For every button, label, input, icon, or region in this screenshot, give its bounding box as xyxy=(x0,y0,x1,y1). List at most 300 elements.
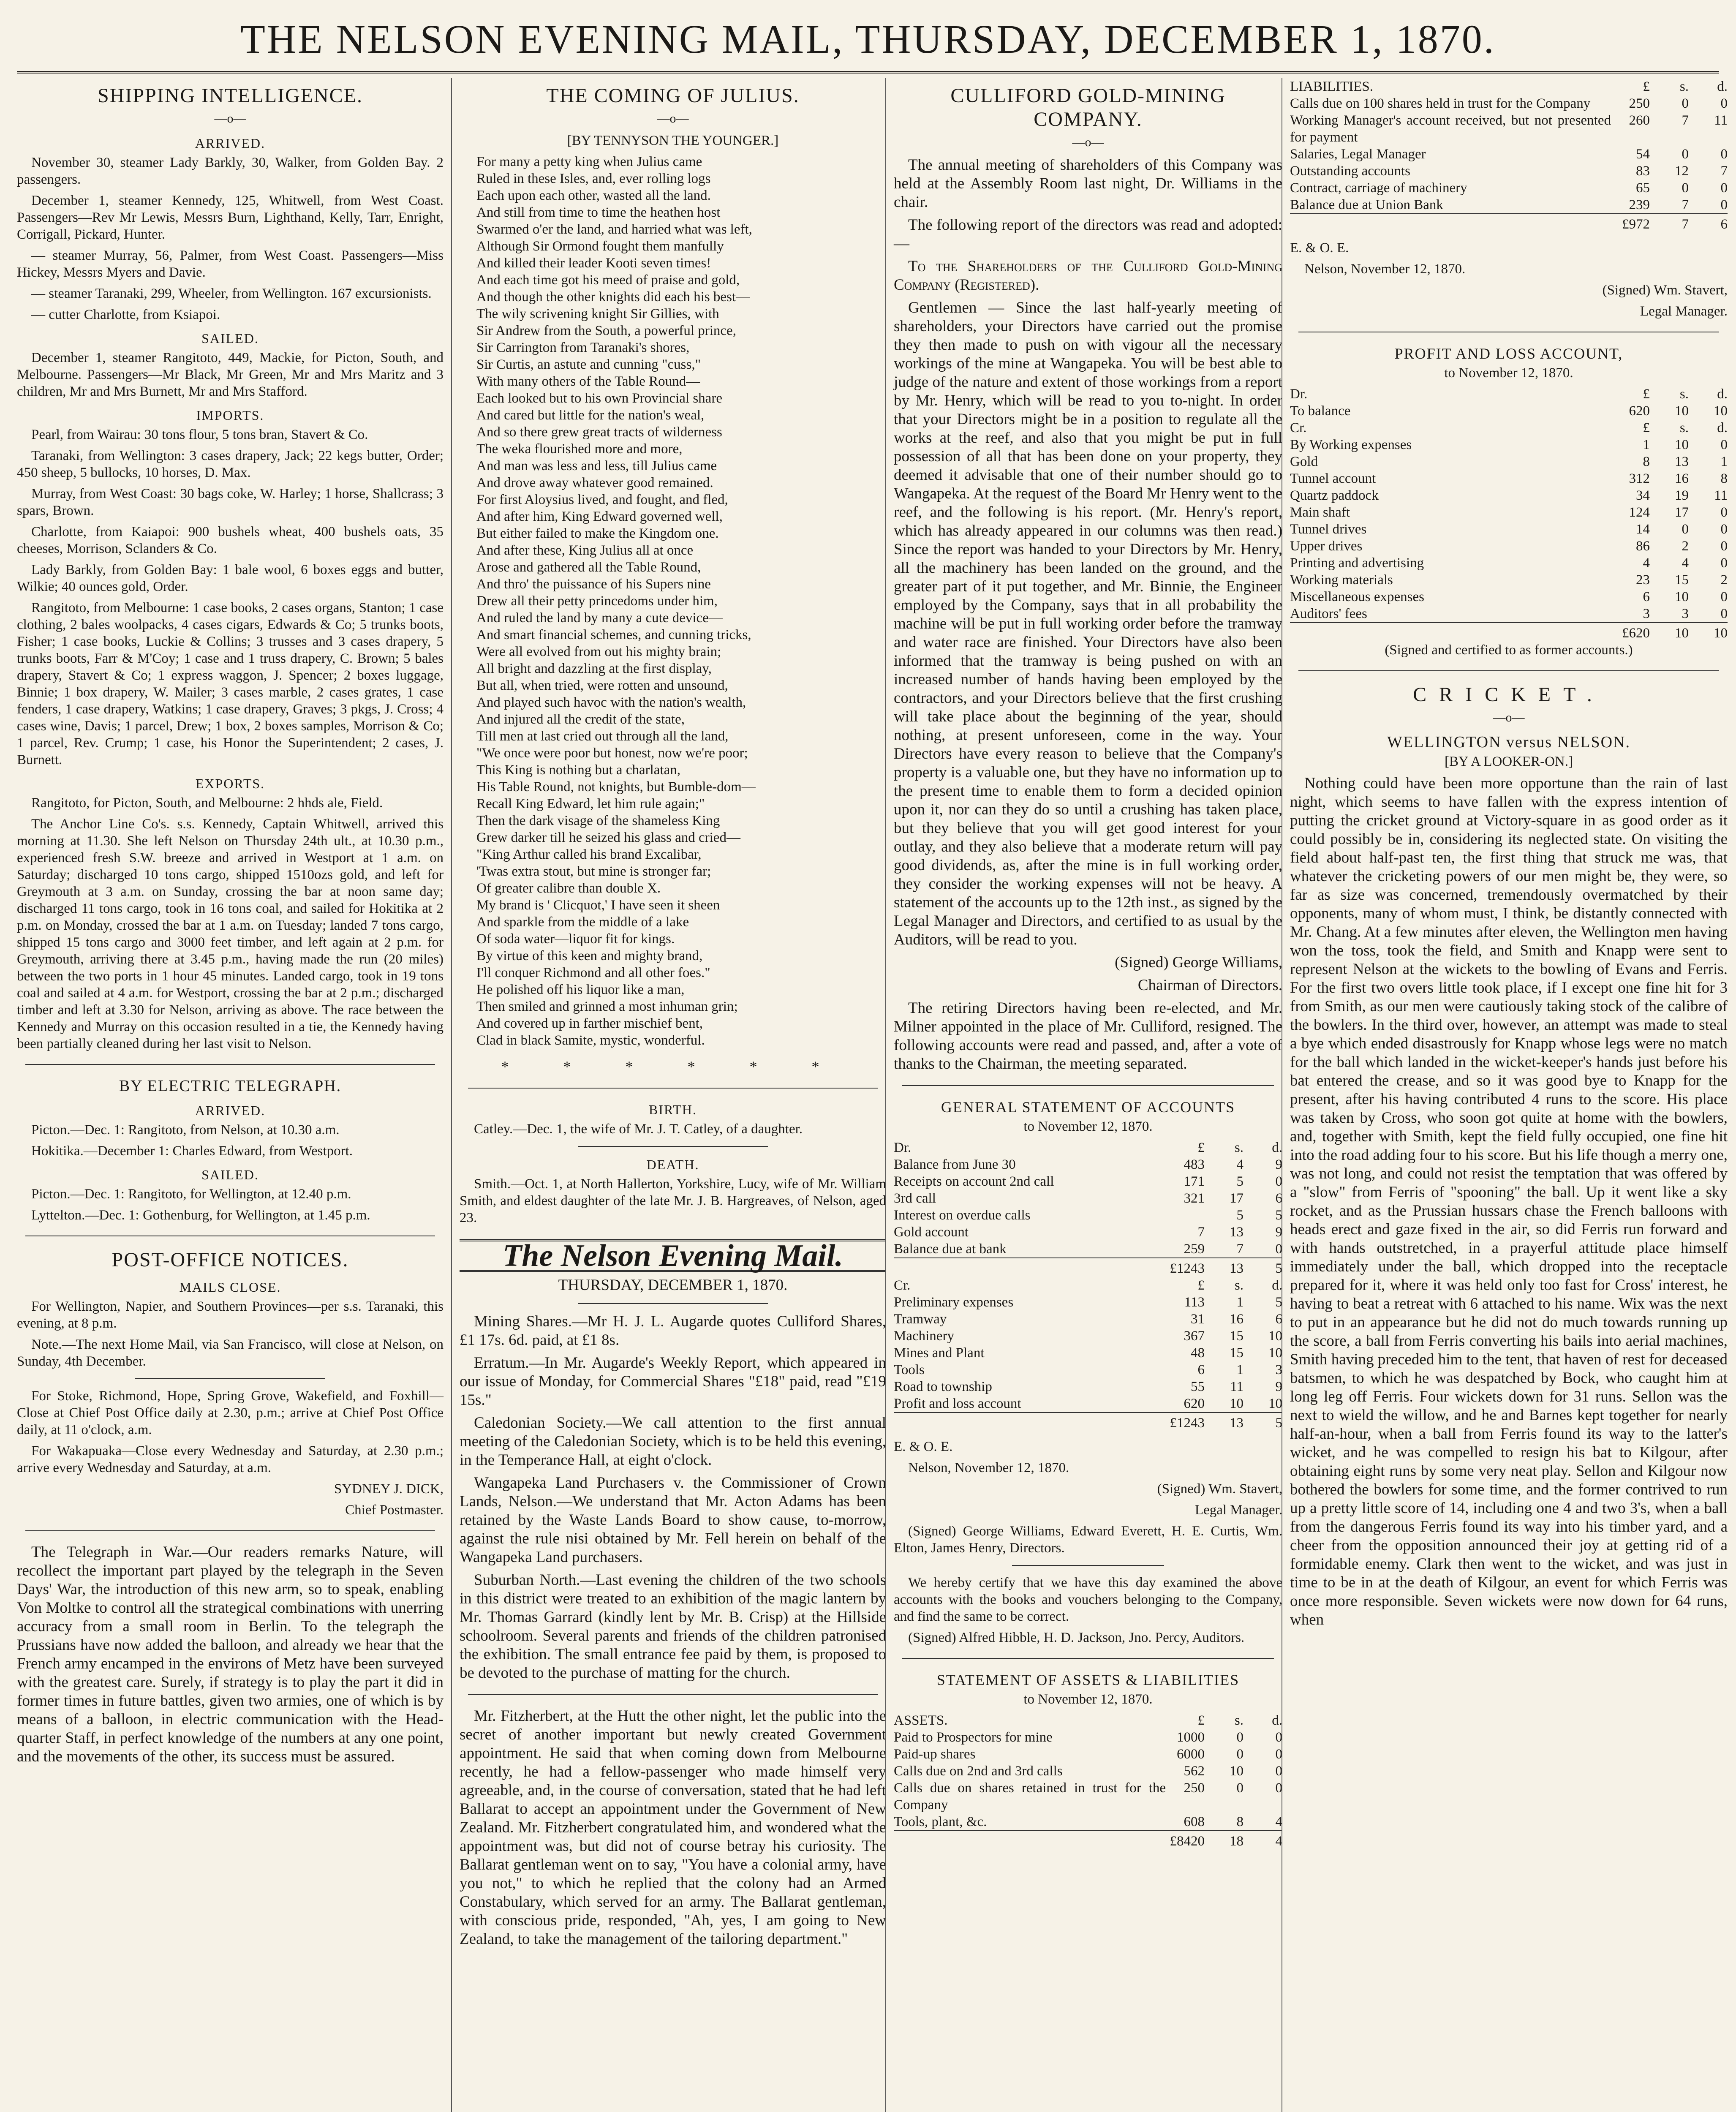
telegraph-arrived-item: Picton.—Dec. 1: Rangitoto, from Nelson, at 10.30 a.m. xyxy=(31,1122,340,1138)
account-row xyxy=(894,1207,1282,1224)
death-heading: DEATH. xyxy=(646,1157,699,1172)
account-label: Paid-up shares xyxy=(894,1747,976,1762)
manager-title: Legal Manager. xyxy=(1195,1502,1282,1518)
account-amount: 3 xyxy=(1275,1362,1282,1377)
account-amount: 10 xyxy=(1230,1396,1243,1411)
account-header-row xyxy=(894,1712,1282,1729)
ornament: —o— xyxy=(657,112,689,125)
account-amount: £620 xyxy=(1611,623,1650,642)
account-amount: 5 xyxy=(1243,1413,1282,1432)
poem-line: But all, when tried, were rotten and unsound, xyxy=(476,678,728,693)
cricket-report: Nothing could have been more opportune than the rain of last night, which seems to have fallen with the express intention of putting the cricket ground at Victory-square in as good order as it could possibly be in, considering its neglected state. On visiting the field about half-past ten, the first thing that struck me was, that whatever the cricketing powers of our men might be, they were, so far as size was concerned, tremendously overmatched by their opponents, many of whom must, I think, be distantly connected with Mr. Chang. At a few minutes after eleven, the Wellington men having won the toss, took the field, and Smith and Knapp were sent to represent Nelson at the wickets to the bowling of Evans and Ferris. For the first two overs little took place, if I except one fine hit for 3 from Smith, as our men were cautiously taking stock of the calibre of the bowlers. In the third over, however, an attempt was made to steal a bye which ended disastrously for Knapp whose legs were no match for the ball which landed in the wicket-keeper's hands just before his bat entered the crease, and so it was good bye to Knapp for the present, after his having contributed 4 runs to the score. His place was taken by Cross, who soon got quite at home with the bowlers, and, together with Smith, kept the field fully occupied, one fine hit into the road adding four to his score. But his life though a merry one, was not long, and could not resist the temptation that was offered by a "slow" from Ferris of "spooning" the ball. Up it went like a sky rocket, and as the Prussian hussars chase the French balloons with heads erect and gaze fixed in the air, so did Ferris run forward and with hands outstretched, in a prayerful attitude place himself immediately under the ball, which dropped into the receptacle prepared for it, where it was held only too fast for Cross' interest, he having to beat a retreat with 6 attached to his name. Wix was the next to put in an appearance but he did not do much towards running up the score, a ball from Ferris converting his bails into aerial machines, Smith having preceded him to the tent, that haven of rest for deceased batsmen, to which he was despatched by Bock, who caught him at long leg off Ferris. Four wickets down for 31 runs. Sellon was the next to wield the willow, and he and Barnes kept together for nearly half-an-hour, when a ball from Ferris found its way to the latter's wicket, and he was compelled to resign his bat to Kilgour, after obtaining eight runs by some very neat play. Sellon and Kilgour now bothered the bowlers for some time, and the former contrived to run up a pretty little score of 14, including one 4 and two 3's, when a ball from the dangerous Ferris found its way into his timber yard, and a cheer from the opposition announced their joy at getting rid of a formidable enemy. Clark then went to the wicket, and was just in time to be in at the death of Kilgour, an event for which Ferris was once more responsible. Seven wickets were now down for 64 runs, when xyxy=(1290,775,1728,1628)
account-column-header: s. xyxy=(1234,1278,1243,1293)
account-label: Balance due at Union Bank xyxy=(1290,197,1443,212)
account-label: Tunnel drives xyxy=(1290,522,1367,537)
account-header-row xyxy=(1290,419,1728,436)
account-amount: 9 xyxy=(1275,1225,1282,1240)
account-label: Calls due on shares retained in trust for the Company xyxy=(894,1780,1166,1813)
account-column-header: £ xyxy=(1643,79,1650,94)
account-amount: 312 xyxy=(1629,471,1650,486)
account-label: Paid to Prospectors for mine xyxy=(894,1730,1053,1745)
account-row xyxy=(1290,538,1728,555)
editorial-item: Suburban North.—Last evening the children of the two schools in this district were treated to an exhibition of the magic lantern by Mr. Thomas Garrard (kindly lent by Mr. B. Crisp) at the Hillside schoolroom. Several parents and friends of the children patronised the exhibition. The small entrance fee paid by them, is proposed to be devoted to the purchase of matting for the church. xyxy=(460,1571,886,1682)
account-amount: 17 xyxy=(1675,505,1689,520)
arrived-item: November 30, steamer Lady Barkly, 30, Walker, from Golden Bay. 2 passengers. xyxy=(17,155,444,187)
account-amount: 6 xyxy=(1275,1191,1282,1206)
account-section-label: Cr. xyxy=(1290,420,1307,435)
account-amount: 6 xyxy=(1643,589,1650,604)
account-amount: 65 xyxy=(1636,180,1650,196)
poem-line: My brand is ' Clicquot,' I have seen it sheen xyxy=(476,898,720,913)
account-amount: 0 xyxy=(1720,197,1728,212)
arrived-list xyxy=(17,154,444,323)
account-amount: 250 xyxy=(1184,1780,1205,1796)
poem-line: The wily scrivening knight Sir Gillies, with xyxy=(476,306,719,321)
account-row xyxy=(894,1361,1282,1378)
account-amount: 0 xyxy=(1236,1747,1243,1762)
account-column-header: d. xyxy=(1717,420,1728,435)
account-amount: 1 xyxy=(1236,1362,1243,1377)
account-amount: 18 xyxy=(1205,1831,1243,1850)
account-column-header: s. xyxy=(1679,420,1689,435)
account-amount: 0 xyxy=(1720,606,1728,621)
poem-line: Clad in black Samite, mystic, wonderful. xyxy=(476,1033,705,1048)
account-label: Profit and loss account xyxy=(894,1396,1021,1411)
account-amount: 483 xyxy=(1184,1157,1205,1172)
place-date: Nelson, November 12, 1870. xyxy=(1304,261,1466,277)
import-item: Murray, from West Coast: 30 bags coke, W. Harley; 1 horse, Shallcrass; 3 spars, Brown. xyxy=(17,486,444,518)
directors-signature: (Signed) George Williams, Edward Everett, H. E. Curtis, Wm. Elton, James Henry, Directors. xyxy=(894,1524,1282,1556)
account-label: By Working expenses xyxy=(1290,437,1412,452)
account-amount: 14 xyxy=(1636,522,1650,537)
poem-line: Sir Carrington from Taranaki's shores, xyxy=(476,340,690,355)
account-amount: 0 xyxy=(1720,505,1728,520)
account-amount: 0 xyxy=(1720,539,1728,554)
account-label: Interest on overdue calls xyxy=(894,1208,1031,1223)
poem-line: With many others of the Table Round— xyxy=(476,374,700,389)
account-row xyxy=(894,1328,1282,1344)
editorial-item: Wangapeka Land Purchasers v. the Commissioner of Crown Lands, Nelson.—We understand that Mr. Acton Adams has been retained by the Waste Lands Board to show cause, to-morrow, against the rule nisi obtained by Mr. Fell herein on behalf of the Wangapeka Land purchasers. xyxy=(460,1474,886,1566)
account-row xyxy=(1290,146,1728,163)
poem-line: Sir Andrew from the South, a powerful prince, xyxy=(476,323,736,338)
account-header-row xyxy=(1290,386,1728,403)
account-label: To balance xyxy=(1290,403,1351,419)
arrived-label: ARRIVED. xyxy=(195,136,266,151)
account-row xyxy=(894,1780,1282,1813)
account-row xyxy=(894,1378,1282,1395)
account-column-header: d. xyxy=(1717,79,1728,94)
poem-line: For many a petty king when Julius came xyxy=(476,154,702,169)
poem-line: And cared but little for the nation's weal, xyxy=(476,408,705,423)
account-column-header: s. xyxy=(1679,386,1689,402)
account-amount: 1 xyxy=(1643,437,1650,452)
account-total-row xyxy=(1290,623,1728,642)
postmaster-signature: SYDNEY J. DICK, xyxy=(334,1481,444,1497)
account-amount: 31 xyxy=(1191,1312,1205,1327)
account-row xyxy=(894,1156,1282,1173)
poem-line: And man was less and less, till Julius came xyxy=(476,458,717,474)
poem-heading: THE COMING OF JULIUS. xyxy=(546,84,800,107)
account-column-header: d. xyxy=(1272,1140,1282,1155)
divider xyxy=(902,1658,1274,1659)
poem-line: He polished off his liquor like a man, xyxy=(476,982,685,997)
account-column-header: s. xyxy=(1234,1713,1243,1728)
account-amount: 7 xyxy=(1720,163,1728,179)
mail-notice: For Wakapuaka—Close every Wednesday and Saturday, at 2.30 p.m.; arrive every Wednesday and Saturday, at a.m. xyxy=(17,1443,444,1475)
divider xyxy=(578,1146,768,1147)
post-office-heading: POST-OFFICE NOTICES. xyxy=(112,1249,349,1271)
account-amount: 7 xyxy=(1650,214,1689,233)
account-row xyxy=(1290,163,1728,180)
account-amount: 10 xyxy=(1675,589,1689,604)
account-amount: 0 xyxy=(1720,147,1728,162)
poem-line: "We once were poor but honest, now we're poor; xyxy=(476,746,748,761)
import-item: Rangitoto, from Melbourne: 1 case books, 2 cases organs, Stanton; 1 case clothing, 2 bales woolpacks, 4 cases cigars, Edwards & Co; 5 trunks boots, Fisher; 1 case books, Luckie & Collins; 3 trusses and 3 cases drapery, 5 trunks boots, Farr & M'Coy; 1 case and 1 truss drapery, C. Brown; 5 bales drapery, Stavert & Co; 1 express waggon, J. Spencer; 2 boxes luggage, Binnie; 1 box drapery, W. Mailer; 3 cases marble, 2 cases grates, 1 case fenders, 1 case drapery, Watkins; 1 case drapery, Graves; 3 pkgs, J. Cross; 4 cases wine, Davis; 1 parcel, Drew; 1 box, 2 boxes samples, Morrison & Co; 1 parcel, Rev. Crump; 1 case, his Honor the Superintendent; 2 cases, J. Burnett. xyxy=(17,600,444,768)
profit-loss-table xyxy=(1290,386,1728,642)
account-row xyxy=(894,1395,1282,1413)
account-row xyxy=(894,1294,1282,1311)
account-label: Calls due on 100 shares held in trust for the Company xyxy=(1290,96,1591,111)
account-amount: 0 xyxy=(1275,1174,1282,1189)
account-column-header: d. xyxy=(1272,1713,1282,1728)
cricket-byline: [BY A LOOKER-ON.] xyxy=(1444,754,1573,769)
account-row xyxy=(1290,403,1728,419)
account-amount: 0 xyxy=(1275,1780,1282,1796)
account-amount xyxy=(1166,1207,1205,1224)
account-label xyxy=(894,1258,1166,1277)
sailed-label: SAILED. xyxy=(201,331,259,346)
account-label: Miscellaneous expenses xyxy=(1290,589,1424,604)
account-amount: 2 xyxy=(1720,572,1728,588)
account-amount: 3 xyxy=(1682,606,1689,621)
fitzherbert-article: Mr. Fitzherbert, at the Hutt the other night, let the public into the secret of another important but newly created Government appointment. He said that when coming down from Melbourne recently, he had a fellow-passenger who made himself very agreeable, and, in the course of conversation, stated that he had left Ballarat to accept an appointment under the Government of New Zealand. Mr. Fitzherbert congratulated him, and wondered what the appointment was, but did not of course betray his curiosity. The Ballarat gentleman went on to say, "You have a colonial army, have you not," to which he replied that the colony had an Armed Constabulary, which served for an army. The Ballarat gentleman, with conscious pride, responded, "Ah, yes, I am going to New Zealand, to take the management of the tailoring department." xyxy=(460,1707,886,1948)
arrived-item: — steamer Murray, 56, Palmer, from West Coast. Passengers—Miss Hickey, Messrs Myers and Davie. xyxy=(17,248,444,280)
editorial-item: Caledonian Society.—We call attention to the first annual meeting of the Caledonian Society, which is to be held this evening, in the Temperance Hall, at eight o'clock. xyxy=(460,1414,886,1469)
account-amount: 0 xyxy=(1682,96,1689,111)
assets-heading: STATEMENT OF ASSETS & LIABILITIES xyxy=(936,1671,1240,1688)
poem-line: And after him, King Edward governed well, xyxy=(476,509,723,524)
cricket-heading: CRICKET. xyxy=(1413,683,1605,706)
sailed-item: December 1, steamer Rangitoto, 449, Mackie, for Picton, South, and Melbourne. Passengers—Mr Black, Mr Green, Mr and Mrs Maritz and 3 children, Mr and Mrs Burnett, Mr and Mrs Stafford. xyxy=(17,350,444,399)
general-statement-table xyxy=(894,1139,1282,1432)
poem-line: "King Arthur called his brand Excalibar, xyxy=(476,847,702,862)
account-amount: 16 xyxy=(1230,1312,1243,1327)
account-amount: 17 xyxy=(1230,1191,1243,1206)
account-column-header: d. xyxy=(1272,1278,1282,1293)
account-amount: 6 xyxy=(1275,1312,1282,1327)
telegraph-arrived-item: Hokitika.—December 1: Charles Edward, from Westport. xyxy=(31,1143,353,1159)
poem-line: This King is nothing but a charlatan, xyxy=(476,762,680,778)
account-amount: 1 xyxy=(1720,454,1728,469)
account-amount: 1000 xyxy=(1177,1730,1205,1745)
eoe: E. & O. E. xyxy=(894,1439,953,1454)
account-amount: 250 xyxy=(1629,96,1650,111)
account-row xyxy=(1290,453,1728,470)
editorial-date: THURSDAY, DECEMBER 1, 1870. xyxy=(558,1276,788,1294)
account-amount: 10 xyxy=(1268,1396,1282,1411)
account-amount: 83 xyxy=(1636,163,1650,179)
culliford-intro: The following report of the directors was read and adopted:— xyxy=(894,216,1282,252)
mail-notice: For Stoke, Richmond, Hope, Spring Grove, Wakefield, and Foxhill—Close at Chief Post Office daily at 2.30, p.m.; arrive at Chief Post Office daily, at 11 o'clock, a.m. xyxy=(17,1388,444,1437)
account-amount: 7 xyxy=(1197,1225,1205,1240)
culliford-address: To the Shareholders of the Culliford Gold-Mining Company (Registered). xyxy=(894,258,1282,294)
anchor-line-report: The Anchor Line Co's. s.s. Kennedy, Captain Whitwell, arrived this morning at 11.30. She left Nelson on Thursday 24th ult., at 10.30 p.m., experienced fresh S.W. breeze and arrived in Westport at 1 a.m. on Saturday; discharged 10 tons cargo, shipped 1510ozs gold, and left for Greymouth at 3 a.m. on Sunday, crossing the bar at noon same day; discharged 11 tons cargo, took in 16 tons coal, and sailed for Hokitika at 2 p.m. on Monday, crossed the bar at 1 a.m. on Tuesday; landed 7 tons cargo, shipped 15 tons cargo and 3000 feet timber, and left again at 2 p.m. for Greymouth, arriving there at 3.45 p.m., having made the run (20 miles) between the two ports in 1 hour 45 minutes. Landed cargo, took in 19 tons coal and sailed at 4 a.m. for Westport, crossing the bar at 2 p.m.; discharged timber and left at 3.30 for Nelson, arriving as above. The race between the Kennedy and Murray on this occasion resulted in a tie, the Kennedy having been partially cleaned during her last visit to Nelson. xyxy=(17,816,444,1051)
account-row xyxy=(1290,487,1728,504)
telegraph-arrived-label: ARRIVED. xyxy=(195,1103,266,1118)
poem-line: And played such havoc with the nation's wealth, xyxy=(476,695,746,710)
chairman-title: Chairman of Directors. xyxy=(1137,977,1282,994)
account-amount: 11 xyxy=(1230,1379,1243,1394)
account-amount: 10 xyxy=(1675,437,1689,452)
import-item: Charlotte, from Kaiapoi: 900 bushels wheat, 400 bushels oats, 35 cheeses, Morrison, Sclanders & Co. xyxy=(17,524,444,556)
account-amount: 9 xyxy=(1275,1379,1282,1394)
postmaster-title: Chief Postmaster. xyxy=(345,1502,444,1518)
account-label: Mines and Plant xyxy=(894,1345,985,1361)
divider xyxy=(25,1064,435,1065)
account-amount: 608 xyxy=(1184,1814,1205,1829)
account-row xyxy=(894,1173,1282,1190)
column-4 xyxy=(1282,78,1728,2112)
poem-line: And thro' the puissance of his Supers nine xyxy=(476,577,711,592)
newspaper-nameplate: The Nelson Evening Mail. xyxy=(460,1239,886,1272)
poem-line: Ruled in these Isles, and, ever rolling logs xyxy=(476,171,711,186)
account-amount: 6 xyxy=(1689,214,1728,233)
account-section-label: Dr. xyxy=(1290,386,1308,402)
telegraph-in-war-article: The Telegraph in War.—Our readers remarks Nature, will recollect the important part played by the telegraph in the Seven Days' War, the introduction of this new arm, so to speak, enabling Von Moltke to control all the strategical combinations with unerring accuracy from a small room in Berlin. To the telegraph the Prussians have now added the balloon, and already we hear that the French army encamped in the environs of Metz have been surveyed with the greatest care. Surely, if strategy is to play the part it did in former times in future battles, given two armies, one of which is by means of a balloon, in electric communication with the Head-quarter Staff, in perfect knowledge of the numbers at any one point, and the movements of the other, its success must be assured. xyxy=(17,1543,444,1765)
account-amount: £1243 xyxy=(1166,1258,1205,1277)
account-amount: 8 xyxy=(1643,454,1650,469)
imports-label: IMPORTS. xyxy=(196,408,264,423)
death-notice: Smith.—Oct. 1, at North Hallerton, Yorkshire, Lucy, wife of Mr. William Smith, and eldest daughter of the late Mr. J. B. Hargreaves, of Nelson, aged 23. xyxy=(460,1176,886,1225)
account-label: Tramway xyxy=(894,1312,947,1327)
poem-line: Then smiled and grinned a most inhuman grin; xyxy=(476,999,738,1014)
ornament: —o— xyxy=(1072,135,1104,149)
profit-loss-heading: PROFIT AND LOSS ACCOUNT, xyxy=(1394,345,1623,362)
editorial-item: Mining Shares.—Mr H. J. L. Augarde quotes Culliford Shares, £1 17s. 6d. paid, at £1 8s. xyxy=(460,1313,886,1349)
column-3 xyxy=(885,78,1290,2112)
account-section-label: Dr. xyxy=(894,1140,912,1155)
account-label: Road to township xyxy=(894,1379,992,1394)
poem-line: Although Sir Ormond fought them manfully xyxy=(476,239,724,254)
culliford-heading: CULLIFORD GOLD-MINING COMPANY. xyxy=(950,84,1226,131)
poem-body xyxy=(460,153,886,1049)
account-label: Outstanding accounts xyxy=(1290,163,1411,179)
account-amount: 0 xyxy=(1682,522,1689,537)
poem-line: Sir Curtis, an astute and cunning "cuss," xyxy=(476,357,701,372)
import-item: Taranaki, from Wellington: 3 cases drapery, Jack; 22 kegs butter, Order; 450 sheep, 5 bullocks, 10 horses, D. Max. xyxy=(17,448,444,480)
poem-line: By virtue of this keen and mighty brand, xyxy=(476,948,703,963)
account-amount: 4 xyxy=(1275,1814,1282,1829)
account-amount: 5 xyxy=(1275,1208,1282,1223)
manager-signature: (Signed) Wm. Stavert, xyxy=(1157,1481,1282,1497)
assets-subheading: to November 12, 1870. xyxy=(1023,1692,1153,1707)
account-row xyxy=(1290,112,1728,146)
account-amount: 0 xyxy=(1275,1730,1282,1745)
account-row xyxy=(894,1190,1282,1207)
account-amount: 0 xyxy=(1275,1764,1282,1779)
liabilities-table xyxy=(1290,78,1728,233)
account-amount: 171 xyxy=(1184,1174,1205,1189)
poem-line: Of soda water—liquor fit for kings. xyxy=(476,931,675,947)
account-amount: 48 xyxy=(1191,1345,1205,1361)
poem-line: For first Aloysius lived, and fought, and fled, xyxy=(476,492,728,507)
account-amount: 8 xyxy=(1236,1814,1243,1829)
account-label: Balance from June 30 xyxy=(894,1157,1016,1172)
account-amount: 562 xyxy=(1184,1764,1205,1779)
masthead: THE NELSON EVENING MAIL, THURSDAY, DECEMBER 1, 1870. xyxy=(17,8,1719,73)
cricket-subheading: WELLINGTON versus NELSON. xyxy=(1387,733,1630,751)
account-amount: 7 xyxy=(1682,197,1689,212)
account-amount: £1243 xyxy=(1166,1413,1205,1432)
place-date: Nelson, November 12, 1870. xyxy=(908,1460,1069,1475)
account-amount: 10 xyxy=(1230,1764,1243,1779)
poem-line: Recall King Edward, let him rule again;" xyxy=(476,796,705,811)
ornament: —o— xyxy=(214,112,246,125)
account-amount: 86 xyxy=(1636,539,1650,554)
account-amount: 124 xyxy=(1629,505,1650,520)
shipping-heading: SHIPPING INTELLIGENCE. xyxy=(98,84,363,107)
poem-line: Then the dark visage of the shameless King xyxy=(476,813,720,828)
poem-line: And ruled the land by many a cute device— xyxy=(476,610,723,626)
account-amount: 6000 xyxy=(1177,1747,1205,1762)
account-row xyxy=(1290,470,1728,487)
account-amount: 19 xyxy=(1675,488,1689,503)
account-label xyxy=(1290,214,1611,233)
account-amount: 5 xyxy=(1243,1258,1282,1277)
culliford-after: The retiring Directors having been re-elected, and Mr. Milner appointed in the place of Mr. Culliford, resigned. The following accounts were read and passed, and, after a vote of thanks to the Chairman, the meeting separated. xyxy=(894,999,1282,1072)
account-amount: 15 xyxy=(1675,572,1689,588)
auditors-signature: (Signed) Alfred Hibble, H. D. Jackson, Jno. Percy, Auditors. xyxy=(908,1630,1245,1645)
poem-line: And smart financial schemes, and cunning tricks, xyxy=(476,627,751,642)
account-label: Quartz paddock xyxy=(1290,488,1379,503)
exports-label: EXPORTS. xyxy=(195,776,265,791)
account-section-label: Cr. xyxy=(894,1278,911,1293)
poem-line: And injured all the credit of the state, xyxy=(476,712,685,727)
account-amount: 0 xyxy=(1275,1241,1282,1257)
account-row xyxy=(894,1241,1282,1258)
account-label xyxy=(894,1413,1166,1432)
account-label: Tools, plant, &c. xyxy=(894,1814,987,1829)
divider xyxy=(468,1088,878,1089)
account-column-header: £ xyxy=(1643,420,1650,435)
account-row xyxy=(1290,504,1728,521)
account-amount: 0 xyxy=(1236,1730,1243,1745)
column-1 xyxy=(17,78,451,2112)
account-amount: 15 xyxy=(1230,1328,1243,1344)
account-total-row xyxy=(1290,214,1728,233)
audit-certificate: We hereby certify that we have this day examined the above accounts with the books and vouchers belonging to the Company, and find the same to be correct. xyxy=(894,1575,1282,1624)
manager-title: Legal Manager. xyxy=(1640,304,1728,319)
account-section-label: LIABILITIES. xyxy=(1290,79,1374,94)
account-column-header: s. xyxy=(1234,1140,1243,1155)
poem-line: Drew all their petty princedoms under him, xyxy=(476,593,718,609)
account-column-header: £ xyxy=(1197,1713,1205,1728)
account-amount: 11 xyxy=(1714,113,1728,128)
account-amount: 0 xyxy=(1720,437,1728,452)
account-label: Machinery xyxy=(894,1328,954,1344)
account-total-row xyxy=(894,1258,1282,1277)
arrived-item: — steamer Taranaki, 299, Wheeler, from Wellington. 167 excursionists. xyxy=(31,286,432,301)
poem-line: And sparkle from the middle of a lake xyxy=(476,914,689,930)
account-amount: 10 xyxy=(1268,1345,1282,1361)
account-label: Salaries, Legal Manager xyxy=(1290,147,1426,162)
poem-line: Each upon each other, wasted all the land. xyxy=(476,188,711,203)
account-row xyxy=(1290,521,1728,538)
account-amount: 113 xyxy=(1184,1295,1205,1310)
divider xyxy=(135,1378,325,1379)
account-column-header: s. xyxy=(1679,79,1689,94)
account-row xyxy=(894,1344,1282,1361)
account-column-header: £ xyxy=(1643,386,1650,402)
profit-loss-subheading: to November 12, 1870. xyxy=(1444,365,1573,381)
account-amount: 5 xyxy=(1275,1295,1282,1310)
poem-line: Grew darker till he seized his glass and cried— xyxy=(476,830,740,845)
divider xyxy=(902,1085,1274,1086)
account-amount: 10 xyxy=(1714,403,1728,419)
telegraph-heading: BY ELECTRIC TELEGRAPH. xyxy=(119,1077,342,1095)
account-amount: 0 xyxy=(1720,589,1728,604)
chairman-signature: (Signed) George Williams, xyxy=(1115,954,1282,971)
general-statement-heading: GENERAL STATEMENT OF ACCOUNTS xyxy=(941,1099,1235,1116)
culliford-report: Gentlemen — Since the last half-yearly meeting of shareholders, your Directors have carried out the promise they then made to push on with vigour all the necessary workings of the mine at Wangapeka. You will be best able to judge of the nature and extent of those workings from a report by Mr. Henry, which will be read to you to-night. In order that your Directors might be in a position to regulate all the works at the reef, and also that you might be put in full possession of all that has been done on your property, they deemed it advisable that one of their number should go to Wangapeka. At the request of the Board Mr Henry went to the reef, and the following is his report. (Mr. Henry's report, which has already appeared in our columns was then read.) Since the report was handed to your Directors by Mr. Henry, all the machinery has been landed on the ground, and the greater part of it put together, and Mr. Binnie, the Engineer employed by the Company, says that in all probability the machine will be put in full working order before the tramway and water race are finished. Your Directors have also been informed that the tramway is being pushed on with an increased number of hands having been employed by the contractors, and your Directors believe that the first crushing will take place about the beginning of the year, should nothing, at present unforeseen, come in the way. Your Directors have every reason to believe that the Company's property is a valuable one, but they have no information up to the present time to enable them to form a decided opinion upon it, nor can they do so until a crushing has taken place, but they believe that you will get good interest for your outlay, and they also believe that a moderate return will pay good dividends, as, after the mine is in full working order, they consider the working expenses will not be heavy. A statement of the accounts up to the 12th inst., as signed by the Legal Manager and Directors, and certified to as usual by the Auditors, will be read to you. xyxy=(894,299,1282,948)
account-amount: 4 xyxy=(1243,1831,1282,1850)
account-amount: 10 xyxy=(1675,403,1689,419)
account-amount: 9 xyxy=(1275,1157,1282,1172)
account-label: Working Manager's account received, but not presented for payment xyxy=(1290,113,1611,145)
telegraph-sailed-label: SAILED. xyxy=(201,1167,259,1182)
poem-line: Arose and gathered all the Table Round, xyxy=(476,560,701,575)
account-amount: 239 xyxy=(1629,197,1650,212)
account-amount: 13 xyxy=(1205,1258,1243,1277)
arrived-item: — cutter Charlotte, from Ksiapoi. xyxy=(31,307,220,322)
account-row xyxy=(894,1813,1282,1831)
account-label: Gold account xyxy=(894,1225,969,1240)
poem-line: I'll conquer Richmond and all other foes." xyxy=(476,965,710,980)
account-amount: 0 xyxy=(1682,147,1689,162)
account-amount: 7 xyxy=(1236,1241,1243,1257)
column-2 xyxy=(451,78,894,2112)
account-amount: 11 xyxy=(1714,488,1728,503)
account-label: Tunnel account xyxy=(1290,471,1376,486)
account-column-header: d. xyxy=(1717,386,1728,402)
eoe: E. & O. E. xyxy=(1290,240,1349,256)
account-amount: 4 xyxy=(1682,555,1689,571)
account-row xyxy=(1290,196,1728,214)
account-amount: 3 xyxy=(1643,606,1650,621)
account-amount: 5 xyxy=(1236,1174,1243,1189)
account-amount: 1 xyxy=(1236,1295,1243,1310)
account-amount: 16 xyxy=(1675,471,1689,486)
account-row xyxy=(1290,605,1728,623)
poem-line: And covered up in farther mischief bent, xyxy=(476,1016,703,1031)
poem-line: Swarmed o'er the land, and harried what was left, xyxy=(476,222,752,237)
account-amount: 54 xyxy=(1636,147,1650,162)
account-header-row xyxy=(894,1139,1282,1156)
account-total-row xyxy=(894,1413,1282,1432)
import-item: Lady Barkly, from Golden Bay: 1 bale wool, 6 boxes eggs and butter, Wilkie; 40 ounces gold, Order. xyxy=(17,562,444,594)
poem-line: And though the other knights did each his best— xyxy=(476,289,750,305)
account-amount: 321 xyxy=(1184,1191,1205,1206)
account-total-row xyxy=(894,1831,1282,1850)
poem-byline: [BY TENNYSON THE YOUNGER.] xyxy=(567,133,779,148)
account-amount: 0 xyxy=(1720,96,1728,111)
ornament: —o— xyxy=(1493,710,1525,724)
account-amount: 0 xyxy=(1720,555,1728,571)
account-amount: 620 xyxy=(1184,1396,1205,1411)
divider xyxy=(25,1530,435,1531)
account-row xyxy=(1290,95,1728,112)
manager-signature: (Signed) Wm. Stavert, xyxy=(1602,283,1728,298)
